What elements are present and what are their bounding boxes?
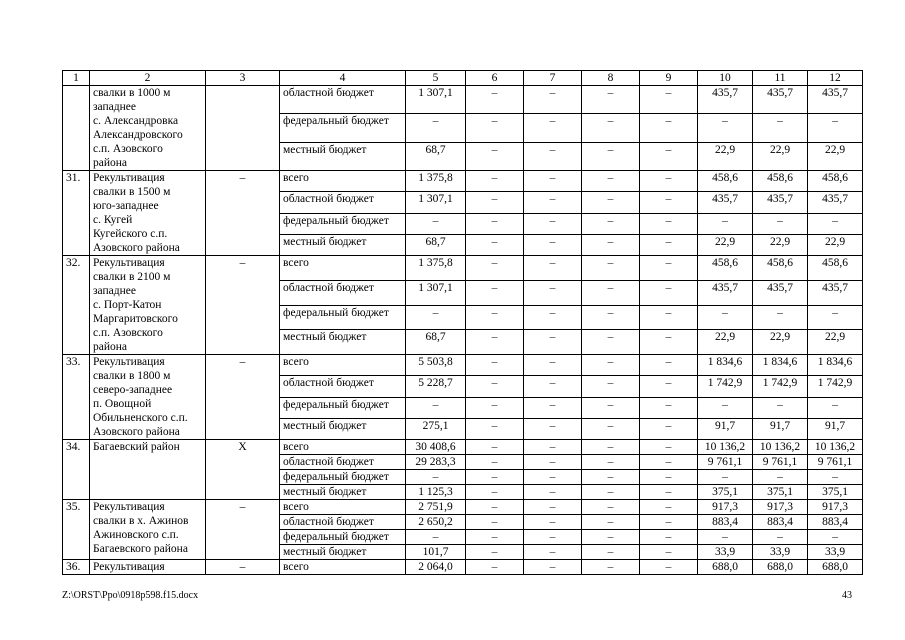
value-cell-c11: 435,7 bbox=[753, 192, 808, 213]
value-cell-c6: – bbox=[466, 330, 524, 355]
value-cell-c8: – bbox=[582, 560, 640, 575]
value-cell-c7: – bbox=[524, 418, 582, 439]
item-name-line: Кугейского с.п. bbox=[93, 228, 168, 240]
value-cell-c8: – bbox=[582, 234, 640, 255]
value-cell-c7: – bbox=[524, 530, 582, 545]
value-cell-c6: – bbox=[466, 440, 524, 455]
value-cell-c6: – bbox=[466, 397, 524, 418]
value-cell-c11: 458,6 bbox=[753, 256, 808, 281]
value-cell-c12: 33,9 bbox=[808, 545, 863, 560]
item-name-line: Рекультивация bbox=[93, 172, 165, 184]
item-name bbox=[90, 440, 206, 500]
funding-source: федеральный бюджет bbox=[280, 530, 406, 545]
value-cell-c6: – bbox=[466, 485, 524, 500]
value-cell-c10: 22,9 bbox=[698, 234, 753, 255]
value-cell-c5: – bbox=[406, 114, 466, 142]
value-cell-c5: 1 375,8 bbox=[406, 171, 466, 192]
value-cell-c6: – bbox=[466, 192, 524, 213]
value-cell-c6: – bbox=[466, 545, 524, 560]
value-cell-c9: – bbox=[640, 213, 698, 234]
value-cell-c12: 688,0 bbox=[808, 560, 863, 575]
header-cell-1: 1 bbox=[63, 71, 90, 86]
value-cell-c5: 275,1 bbox=[406, 418, 466, 439]
item-name-line: района bbox=[93, 157, 128, 169]
value-cell-c5: 101,7 bbox=[406, 545, 466, 560]
value-cell-c7: – bbox=[524, 545, 582, 560]
value-cell-c6: – bbox=[466, 142, 524, 170]
value-cell-c7: – bbox=[524, 305, 582, 330]
value-cell-c9: – bbox=[640, 485, 698, 500]
funding-source: федеральный бюджет bbox=[280, 114, 406, 142]
value-cell-c7: – bbox=[524, 234, 582, 255]
item-name-line: Маргаритовского bbox=[93, 313, 178, 325]
item-name-line: с. Кугей bbox=[93, 214, 133, 226]
value-cell-c10: 458,6 bbox=[698, 171, 753, 192]
value-cell-c5: 2 064,0 bbox=[406, 560, 466, 575]
item-name bbox=[90, 256, 206, 355]
funding-source: всего bbox=[280, 560, 406, 575]
item-name-line: Обильненского с.п. bbox=[93, 412, 188, 424]
value-cell-c5: – bbox=[406, 305, 466, 330]
executor-cell: – bbox=[206, 256, 280, 355]
value-cell-c10: 375,1 bbox=[698, 485, 753, 500]
table-row bbox=[63, 171, 863, 192]
value-cell-c8: – bbox=[582, 515, 640, 530]
funding-source: областной бюджет bbox=[280, 376, 406, 397]
item-name-line: свалки в 1500 м bbox=[93, 186, 171, 198]
item-name-line: свалки в 2100 м bbox=[93, 271, 171, 283]
value-cell-c11: 22,9 bbox=[753, 234, 808, 255]
value-cell-c10: 435,7 bbox=[698, 280, 753, 305]
value-cell-c12: 91,7 bbox=[808, 418, 863, 439]
item-name-line: западнее bbox=[93, 101, 136, 113]
row-number: 33. bbox=[63, 355, 90, 440]
value-cell-c5: 1 375,8 bbox=[406, 256, 466, 281]
value-cell-c12: – bbox=[808, 213, 863, 234]
value-cell-c5: 1 307,1 bbox=[406, 192, 466, 213]
value-cell-c12: 1 834,6 bbox=[808, 355, 863, 376]
value-cell-c9: – bbox=[640, 305, 698, 330]
header-cell-7: 7 bbox=[524, 71, 582, 86]
value-cell-c12: – bbox=[808, 114, 863, 142]
funding-source: местный бюджет bbox=[280, 545, 406, 560]
value-cell-c9: – bbox=[640, 280, 698, 305]
value-cell-c5: – bbox=[406, 470, 466, 485]
item-name-line: Рекультивация bbox=[93, 257, 165, 269]
value-cell-c9: – bbox=[640, 455, 698, 470]
item-name-line: свалки в 1000 м bbox=[93, 87, 171, 99]
item-name-line: свалки в х. Ажинов bbox=[93, 515, 189, 527]
value-cell-c11: 1 742,9 bbox=[753, 376, 808, 397]
value-cell-c8: – bbox=[582, 545, 640, 560]
item-name-line: с. Александровка bbox=[93, 115, 179, 127]
value-cell-c11: – bbox=[753, 530, 808, 545]
value-cell-c6: – bbox=[466, 86, 524, 114]
value-cell-c6: – bbox=[466, 234, 524, 255]
value-cell-c12: 435,7 bbox=[808, 86, 863, 114]
value-cell-c8: – bbox=[582, 213, 640, 234]
value-cell-c6: – bbox=[466, 171, 524, 192]
value-cell-c11: 22,9 bbox=[753, 330, 808, 355]
table-row bbox=[63, 355, 863, 376]
funding-source: федеральный бюджет bbox=[280, 305, 406, 330]
item-name-line: Багаевский район bbox=[93, 441, 180, 453]
funding-source: всего bbox=[280, 256, 406, 281]
item-name-line: Рекультивация bbox=[93, 561, 165, 573]
value-cell-c6: – bbox=[466, 500, 524, 515]
value-cell-c11: 33,9 bbox=[753, 545, 808, 560]
value-cell-c8: – bbox=[582, 530, 640, 545]
value-cell-c7: – bbox=[524, 86, 582, 114]
funding-source: областной бюджет bbox=[280, 455, 406, 470]
row-number: 32. bbox=[63, 256, 90, 355]
value-cell-c11: 458,6 bbox=[753, 171, 808, 192]
value-cell-c9: – bbox=[640, 440, 698, 455]
value-cell-c6: – bbox=[466, 280, 524, 305]
value-cell-c9: – bbox=[640, 545, 698, 560]
item-name-line: Рекультивация bbox=[93, 356, 165, 368]
item-name bbox=[90, 86, 206, 171]
value-cell-c11: 10 136,2 bbox=[753, 440, 808, 455]
value-cell-c10: 10 136,2 bbox=[698, 440, 753, 455]
header-cell-6: 6 bbox=[466, 71, 524, 86]
executor-cell: – bbox=[206, 500, 280, 560]
value-cell-c8: – bbox=[582, 440, 640, 455]
value-cell-c9: – bbox=[640, 515, 698, 530]
item-name-line: свалки в 1800 м bbox=[93, 370, 171, 382]
item-name-line: Багаевского района bbox=[93, 543, 188, 555]
value-cell-c9: – bbox=[640, 355, 698, 376]
item-name-line: западнее bbox=[93, 285, 136, 297]
value-cell-c8: – bbox=[582, 256, 640, 281]
value-cell-c8: – bbox=[582, 470, 640, 485]
value-cell-c10: 1 742,9 bbox=[698, 376, 753, 397]
value-cell-c5: – bbox=[406, 530, 466, 545]
value-cell-c12: – bbox=[808, 305, 863, 330]
value-cell-c8: – bbox=[582, 485, 640, 500]
header-cell-10: 10 bbox=[698, 71, 753, 86]
value-cell-c5: 30 408,6 bbox=[406, 440, 466, 455]
value-cell-c10: – bbox=[698, 470, 753, 485]
executor-cell: – bbox=[206, 171, 280, 256]
value-cell-c11: 435,7 bbox=[753, 280, 808, 305]
value-cell-c10: – bbox=[698, 213, 753, 234]
value-cell-c12: 10 136,2 bbox=[808, 440, 863, 455]
funding-source: местный бюджет bbox=[280, 330, 406, 355]
header-row bbox=[63, 71, 863, 86]
value-cell-c5: 2 650,2 bbox=[406, 515, 466, 530]
value-cell-c5: 1 125,3 bbox=[406, 485, 466, 500]
value-cell-c7: – bbox=[524, 440, 582, 455]
funding-source: всего bbox=[280, 500, 406, 515]
value-cell-c6: – bbox=[466, 530, 524, 545]
funding-source: федеральный бюджет bbox=[280, 397, 406, 418]
value-cell-c11: – bbox=[753, 213, 808, 234]
value-cell-c9: – bbox=[640, 142, 698, 170]
funding-source: всего bbox=[280, 355, 406, 376]
funding-source: местный бюджет bbox=[280, 142, 406, 170]
item-name bbox=[90, 560, 206, 575]
value-cell-c9: – bbox=[640, 500, 698, 515]
funding-source: федеральный бюджет bbox=[280, 213, 406, 234]
value-cell-c7: – bbox=[524, 256, 582, 281]
executor-cell: – bbox=[206, 355, 280, 440]
value-cell-c6: – bbox=[466, 256, 524, 281]
value-cell-c8: – bbox=[582, 418, 640, 439]
value-cell-c7: – bbox=[524, 515, 582, 530]
item-name-line: северо-западнее bbox=[93, 384, 173, 396]
value-cell-c7: – bbox=[524, 397, 582, 418]
item-name bbox=[90, 171, 206, 256]
value-cell-c12: 458,6 bbox=[808, 256, 863, 281]
value-cell-c12: 458,6 bbox=[808, 171, 863, 192]
item-name-line: Рекультивация bbox=[93, 501, 165, 513]
value-cell-c9: – bbox=[640, 86, 698, 114]
item-name-line: п. Овощной bbox=[93, 398, 152, 410]
value-cell-c12: – bbox=[808, 530, 863, 545]
value-cell-c9: – bbox=[640, 192, 698, 213]
value-cell-c11: 1 834,6 bbox=[753, 355, 808, 376]
value-cell-c6: – bbox=[466, 213, 524, 234]
row-number bbox=[63, 86, 90, 171]
header-cell-3: 3 bbox=[206, 71, 280, 86]
value-cell-c8: – bbox=[582, 114, 640, 142]
row-number: 36. bbox=[63, 560, 90, 575]
value-cell-c12: 22,9 bbox=[808, 142, 863, 170]
value-cell-c9: – bbox=[640, 256, 698, 281]
funding-source: всего bbox=[280, 440, 406, 455]
value-cell-c12: 435,7 bbox=[808, 280, 863, 305]
value-cell-c5: 1 307,1 bbox=[406, 86, 466, 114]
item-name-line: с.п. Азовского bbox=[93, 327, 163, 339]
value-cell-c5: 1 307,1 bbox=[406, 280, 466, 305]
value-cell-c5: 68,7 bbox=[406, 330, 466, 355]
value-cell-c9: – bbox=[640, 330, 698, 355]
value-cell-c6: – bbox=[466, 305, 524, 330]
value-cell-c10: 435,7 bbox=[698, 192, 753, 213]
value-cell-c10: 33,9 bbox=[698, 545, 753, 560]
value-cell-c10: 883,4 bbox=[698, 515, 753, 530]
funding-source: местный бюджет bbox=[280, 485, 406, 500]
value-cell-c6: – bbox=[466, 355, 524, 376]
header-cell-8: 8 bbox=[582, 71, 640, 86]
value-cell-c11: 375,1 bbox=[753, 485, 808, 500]
item-name-line: Александровского bbox=[93, 129, 183, 141]
funding-source: областной бюджет bbox=[280, 280, 406, 305]
value-cell-c8: – bbox=[582, 397, 640, 418]
value-cell-c9: – bbox=[640, 171, 698, 192]
value-cell-c12: 375,1 bbox=[808, 485, 863, 500]
value-cell-c10: 435,7 bbox=[698, 86, 753, 114]
item-name-line: Азовского района bbox=[93, 242, 180, 254]
value-cell-c8: – bbox=[582, 171, 640, 192]
value-cell-c9: – bbox=[640, 376, 698, 397]
value-cell-c7: – bbox=[524, 560, 582, 575]
value-cell-c5: 29 283,3 bbox=[406, 455, 466, 470]
value-cell-c7: – bbox=[524, 470, 582, 485]
item-name bbox=[90, 500, 206, 560]
value-cell-c11: 883,4 bbox=[753, 515, 808, 530]
value-cell-c11: 688,0 bbox=[753, 560, 808, 575]
value-cell-c6: – bbox=[466, 455, 524, 470]
value-cell-c7: – bbox=[524, 330, 582, 355]
header-cell-2: 2 bbox=[90, 71, 206, 86]
value-cell-c8: – bbox=[582, 280, 640, 305]
value-cell-c10: – bbox=[698, 114, 753, 142]
value-cell-c12: 9 761,1 bbox=[808, 455, 863, 470]
value-cell-c6: – bbox=[466, 470, 524, 485]
value-cell-c9: – bbox=[640, 234, 698, 255]
value-cell-c11: 22,9 bbox=[753, 142, 808, 170]
funding-source: областной бюджет bbox=[280, 86, 406, 114]
value-cell-c10: 91,7 bbox=[698, 418, 753, 439]
value-cell-c12: 435,7 bbox=[808, 192, 863, 213]
header-cell-11: 11 bbox=[753, 71, 808, 86]
value-cell-c8: – bbox=[582, 330, 640, 355]
value-cell-c7: – bbox=[524, 485, 582, 500]
funding-source: федеральный бюджет bbox=[280, 470, 406, 485]
value-cell-c8: – bbox=[582, 86, 640, 114]
item-name-line: Азовского района bbox=[93, 426, 180, 438]
item-name-line: района bbox=[93, 341, 128, 353]
value-cell-c7: – bbox=[524, 355, 582, 376]
value-cell-c9: – bbox=[640, 470, 698, 485]
item-name-line: с. Порт-Катон bbox=[93, 299, 162, 311]
value-cell-c6: – bbox=[466, 376, 524, 397]
value-cell-c9: – bbox=[640, 418, 698, 439]
value-cell-c12: 22,9 bbox=[808, 330, 863, 355]
header-cell-5: 5 bbox=[406, 71, 466, 86]
value-cell-c6: – bbox=[466, 114, 524, 142]
row-number: 35. bbox=[63, 500, 90, 560]
value-cell-c7: – bbox=[524, 192, 582, 213]
footer-file-path: Z:\ORST\Ppo\0918p598.f15.docx bbox=[62, 590, 199, 601]
value-cell-c9: – bbox=[640, 530, 698, 545]
item-name bbox=[90, 355, 206, 440]
executor-cell: Х bbox=[206, 440, 280, 500]
value-cell-c11: – bbox=[753, 397, 808, 418]
value-cell-c11: 435,7 bbox=[753, 86, 808, 114]
value-cell-c10: 22,9 bbox=[698, 330, 753, 355]
value-cell-c6: – bbox=[466, 515, 524, 530]
value-cell-c10: 9 761,1 bbox=[698, 455, 753, 470]
value-cell-c11: 91,7 bbox=[753, 418, 808, 439]
funding-source: местный бюджет bbox=[280, 418, 406, 439]
table-row bbox=[63, 560, 863, 575]
value-cell-c10: 688,0 bbox=[698, 560, 753, 575]
value-cell-c11: – bbox=[753, 305, 808, 330]
funding-source: всего bbox=[280, 171, 406, 192]
value-cell-c10: – bbox=[698, 530, 753, 545]
value-cell-c10: – bbox=[698, 397, 753, 418]
value-cell-c12: 22,9 bbox=[808, 234, 863, 255]
value-cell-c10: 1 834,6 bbox=[698, 355, 753, 376]
funding-source: областной бюджет bbox=[280, 515, 406, 530]
value-cell-c5: 5 228,7 bbox=[406, 376, 466, 397]
value-cell-c7: – bbox=[524, 213, 582, 234]
value-cell-c8: – bbox=[582, 192, 640, 213]
header-cell-9: 9 bbox=[640, 71, 698, 86]
executor-cell: – bbox=[206, 560, 280, 575]
row-number: 31. bbox=[63, 171, 90, 256]
value-cell-c8: – bbox=[582, 500, 640, 515]
item-name-line: юго-западнее bbox=[93, 200, 159, 212]
value-cell-c7: – bbox=[524, 280, 582, 305]
value-cell-c10: 917,3 bbox=[698, 500, 753, 515]
value-cell-c5: 2 751,9 bbox=[406, 500, 466, 515]
value-cell-c7: – bbox=[524, 171, 582, 192]
table-row bbox=[63, 440, 863, 455]
value-cell-c9: – bbox=[640, 114, 698, 142]
value-cell-c8: – bbox=[582, 376, 640, 397]
value-cell-c8: – bbox=[582, 455, 640, 470]
budget-table bbox=[62, 70, 863, 575]
value-cell-c10: 22,9 bbox=[698, 142, 753, 170]
value-cell-c10: – bbox=[698, 305, 753, 330]
table-row bbox=[63, 500, 863, 515]
value-cell-c12: 1 742,9 bbox=[808, 376, 863, 397]
value-cell-c6: – bbox=[466, 560, 524, 575]
value-cell-c8: – bbox=[582, 355, 640, 376]
item-name-line: Ажиновского с.п. bbox=[93, 529, 179, 541]
value-cell-c7: – bbox=[524, 500, 582, 515]
value-cell-c8: – bbox=[582, 142, 640, 170]
value-cell-c7: – bbox=[524, 142, 582, 170]
value-cell-c10: 458,6 bbox=[698, 256, 753, 281]
item-name-line: с.п. Азовского bbox=[93, 143, 163, 155]
table-row bbox=[63, 86, 863, 114]
value-cell-c5: 5 503,8 bbox=[406, 355, 466, 376]
header-cell-12: 12 bbox=[808, 71, 863, 86]
table-row bbox=[63, 256, 863, 281]
row-number: 34. bbox=[63, 440, 90, 500]
value-cell-c9: – bbox=[640, 397, 698, 418]
value-cell-c11: 9 761,1 bbox=[753, 455, 808, 470]
value-cell-c11: – bbox=[753, 114, 808, 142]
value-cell-c12: – bbox=[808, 470, 863, 485]
value-cell-c8: – bbox=[582, 305, 640, 330]
value-cell-c6: – bbox=[466, 418, 524, 439]
funding-source: местный бюджет bbox=[280, 234, 406, 255]
value-cell-c12: 917,3 bbox=[808, 500, 863, 515]
value-cell-c5: – bbox=[406, 397, 466, 418]
value-cell-c5: 68,7 bbox=[406, 234, 466, 255]
value-cell-c11: – bbox=[753, 470, 808, 485]
value-cell-c12: – bbox=[808, 397, 863, 418]
executor-cell bbox=[206, 86, 280, 171]
value-cell-c11: 917,3 bbox=[753, 500, 808, 515]
funding-source: областной бюджет bbox=[280, 192, 406, 213]
value-cell-c7: – bbox=[524, 376, 582, 397]
value-cell-c5: 68,7 bbox=[406, 142, 466, 170]
value-cell-c5: – bbox=[406, 213, 466, 234]
value-cell-c9: – bbox=[640, 560, 698, 575]
header-cell-4: 4 bbox=[280, 71, 406, 86]
value-cell-c7: – bbox=[524, 455, 582, 470]
value-cell-c12: 883,4 bbox=[808, 515, 863, 530]
page-number: 43 bbox=[842, 590, 852, 601]
value-cell-c7: – bbox=[524, 114, 582, 142]
